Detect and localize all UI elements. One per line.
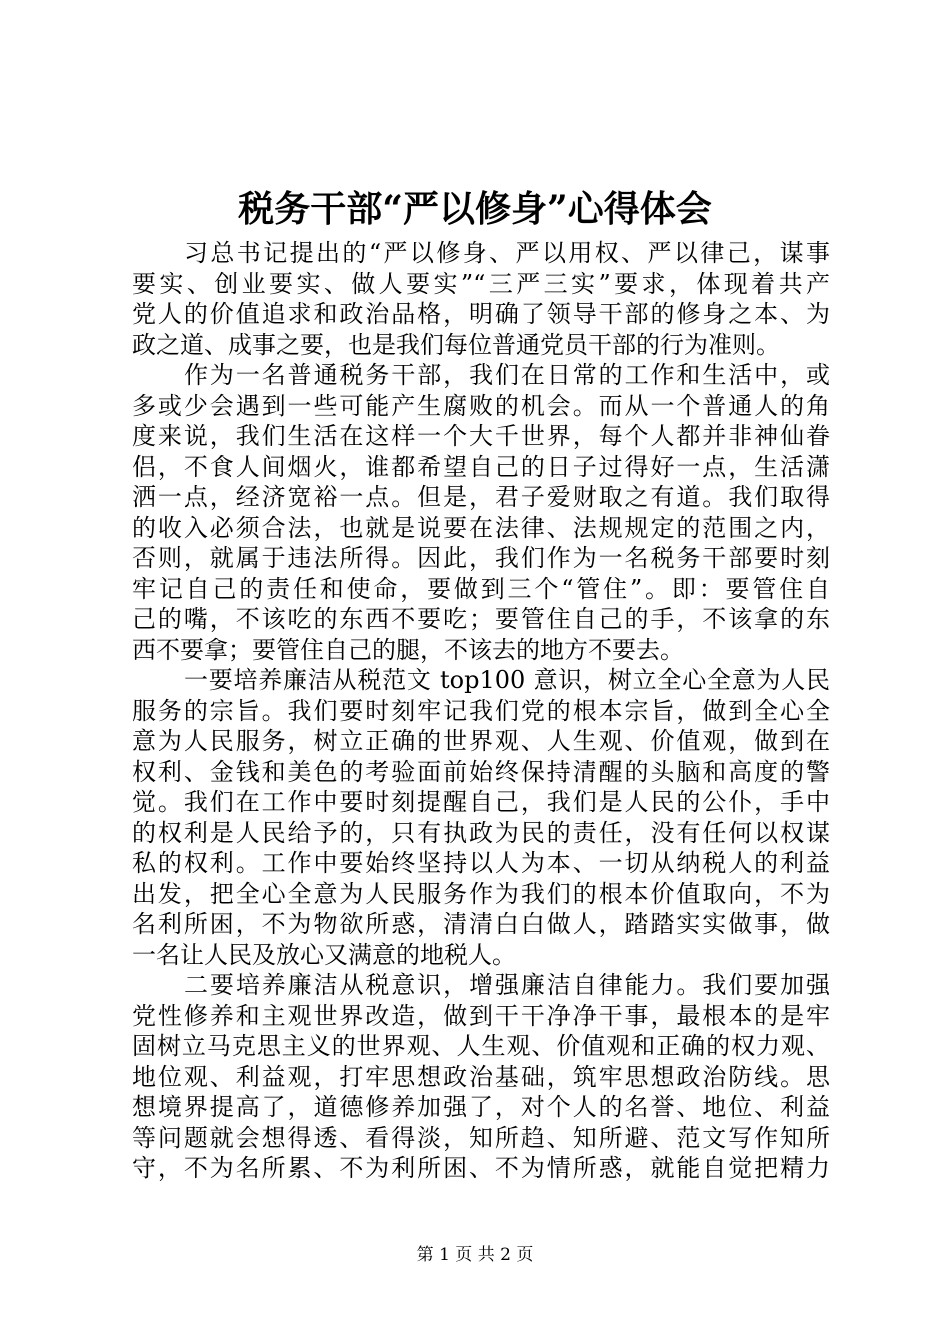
text-line: 固树立马克思主义的世界观、人生观、价值观和正确的权力观、 [132,1032,830,1060]
text-line: 的权利是人民给予的，只有执政为民的责任，没有任何以权谋 [132,818,830,847]
text-line: 出发，把全心全意为人民服务作为我们的根本价值取向，不为 [132,879,830,908]
text-line: 政之道、成事之要，也是我们每位普通党员干部的行为准则。 [132,330,780,359]
page-footer: 第 1 页 共 2 页 [416,1245,534,1265]
paragraph [132,970,830,1184]
text-line: 习总书记提出的“严以修身、严以用权、严以律己，谋事 [184,239,830,267]
paragraph [132,360,830,665]
text-line: 名利所困，不为物欲所惑，清清白白做人，踏踏实实做事，做 [132,910,830,938]
text-line: 党性修养和主观世界改造，做到干干净净干事，最根本的是牢 [132,1001,830,1030]
text-line: 否则，就属于违法所得。因此，我们作为一名税务干部要时刻 [132,544,830,572]
text-line: 己的嘴，不该吃的东西不要吃；要管住自己的手，不该拿的东 [132,605,830,633]
text-line: 地位观、利益观，打牢思想政治基础，筑牢思想政治防线。思 [132,1062,830,1091]
text-line: 牢记自己的责任和使命，要做到三个“管住”。即：要管住自 [132,574,830,603]
text-line: 一名让人民及放心又满意的地税人。 [132,940,516,969]
text-line: 觉。我们在工作中要时刻提醒自己，我们是人民的公仆，手中 [132,788,830,816]
text-line: 想境界提高了，道德修养加强了，对个人的名誉、地位、利益 [132,1093,830,1121]
paragraph [132,238,830,360]
text-line: 党人的价值追求和政治品格，明确了领导干部的修身之本、为 [132,300,830,328]
text-line: 权利、金钱和美色的考验面前始终保持清醒的头脑和高度的警 [132,757,830,786]
text-line: 要实、创业要实、做人要实”“三严三实”要求，体现着共产 [132,269,830,298]
text-line: 多或少会遇到一些可能产生腐败的机会。而从一个普通人的角 [132,391,830,420]
text-line: 作为一名普通税务干部，我们在日常的工作和生活中，或 [184,361,830,389]
text-line: 洒一点，经济宽裕一点。但是，君子爱财取之有道。我们取得 [132,483,830,511]
text-line: 度来说，我们生活在这样一个大千世界，每个人都并非神仙眷 [132,422,830,450]
text-line: 侣，不食人间烟火，谁都希望自己的日子过得好一点，生活潇 [132,452,830,481]
text-line: 等问题就会想得透、看得淡，知所趋、知所避、范文写作知所 [132,1123,830,1152]
text-line: 私的权利。工作中要始终坚持以人为本、一切从纳税人的利益 [132,849,830,877]
text-line: 西不要拿；要管住自己的腿，不该去的地方不要去。 [132,635,684,664]
document-title: 税务干部“严以修身”心得体会 [238,188,712,230]
text-line: 的收入必须合法，也就是说要在法律、法规规定的范围之内， [132,513,830,542]
text-line: 意为人民服务，树立正确的世界观、人生观、价值观，做到在 [132,727,830,755]
text-line: 二要培养廉洁从税意识，增强廉洁自律能力。我们要加强 [184,971,830,999]
text-line: 服务的宗旨。我们要时刻牢记我们党的根本宗旨，做到全心全 [132,696,830,725]
text-line: 一要培养廉洁从税范文 top100 意识，树立全心全意为人民 [184,666,830,694]
paragraph [132,665,830,970]
text-line: 守，不为名所累、不为利所困、不为情所惑，就能自觉把精力 [132,1154,830,1182]
document-body [132,238,830,1184]
